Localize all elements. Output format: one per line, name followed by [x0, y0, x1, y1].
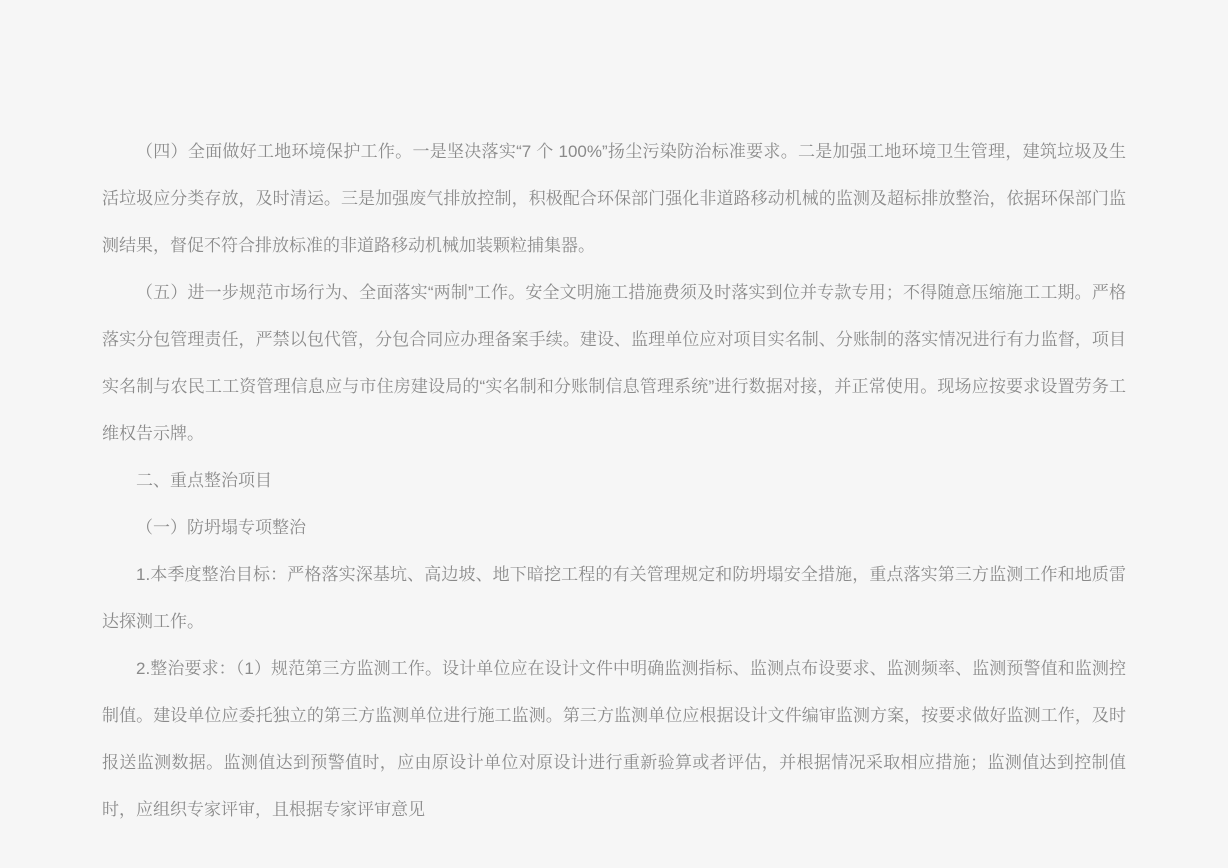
paragraph-market-behavior: （五）进一步规范市场行为、全面落实“两制”工作。安全文明施工措施费须及时落实到位并专款专用；不得随意压缩施工工期。严格落实分包管理责任，严禁以包代管，分包合同应办理备案手续。建设、监理单位应对项目实名制、分账制的落实情况进行有力监督，项目实名制与农民工工资管理信息应与市住房建设局的“实名制和分账制信息管理系统”进行数据对接，并正常使用。现场应按要求设置劳务工维权告示牌。 [102, 283, 1126, 443]
section-heading-key-projects: 二、重点整治项目 [136, 471, 272, 490]
paragraph-rectification-requirements: 2.整治要求：（1）规范第三方监测工作。设计单位应在设计文件中明确监测指标、监测点布设要求、监测频率、监测预警值和监测控制值。建设单位应委托独立的第三方监测单位进行施工监测。第三方监测单位应根据设计文件编审监测方案，按要求做好监测工作，及时报送监测数据。监测值达到预警值时，应由原设计单位对原设计进行重新验算或者评估，并根据情况采取相应措施；监测值达到控制值时，应组织专家评审，且根据专家评审意见 [102, 659, 1126, 819]
subsection-heading-collapse-prevention: （一）防坍塌专项整治 [136, 518, 306, 537]
paragraph-quarter-goal: 1.本季度整治目标：严格落实深基坑、高边坡、地下暗挖工程的有关管理规定和防坍塌安全措施，重点落实第三方监测工作和地质雷达探测工作。 [102, 565, 1126, 631]
paragraph-environment-protection: （四）全面做好工地环境保护工作。一是坚决落实“7 个 100%”扬尘污染防治标准要求。二是加强工地环境卫生管理，建筑垃圾及生活垃圾应分类存放，及时清运。三是加强废气排放控制，积极配合环保部门强化非道路移动机械的监测及超标排放整治，依据环保部门监测结果，督促不符合排放标准的非道路移动机械加装颗粒捕集器。 [102, 142, 1126, 255]
document-text-body [102, 128, 1126, 833]
